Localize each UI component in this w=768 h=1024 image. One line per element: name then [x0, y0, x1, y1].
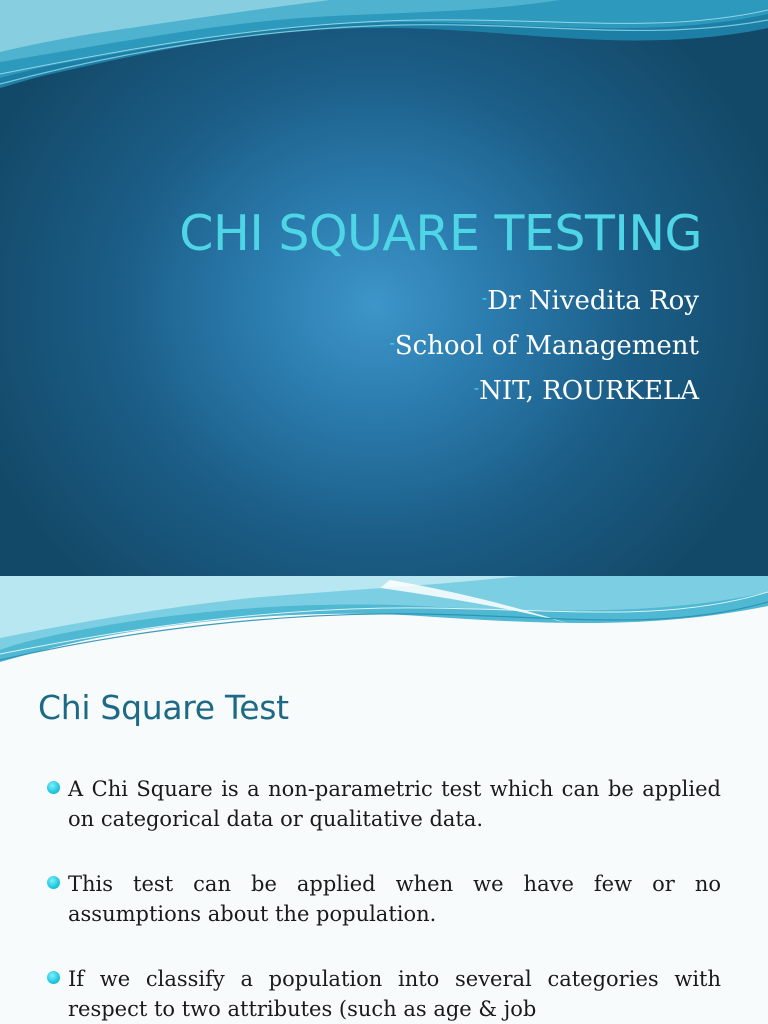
subtitle-author [389, 277, 699, 322]
content-slide [0, 576, 768, 1024]
bullet-text: If we classify a population into several categories with respect to two attributes (such as age & job [68, 967, 721, 1021]
subtitle-institute [389, 367, 699, 412]
subtitle-author-text: Dr Nivedita Roy [487, 286, 699, 316]
header-wave-decoration [0, 576, 768, 671]
bullet-dot-icon [47, 876, 60, 889]
subtitle-school-text: School of Management [394, 331, 699, 361]
subtitle-institute-text: NIT, ROURKELA [479, 376, 699, 406]
subtitle-block [389, 277, 699, 412]
subtitle-dash: - [389, 333, 395, 352]
subtitle-dash: - [473, 378, 480, 397]
list-item [45, 964, 721, 1024]
subtitle-dash: - [481, 288, 488, 307]
list-item [45, 774, 721, 834]
bullet-dot-icon [47, 781, 60, 794]
bullet-text: This test can be applied when we have few or no assumptions about the population. [68, 872, 721, 926]
bullet-dot-icon [47, 971, 60, 984]
slide-title: Chi Square Test [38, 688, 289, 727]
list-item [45, 869, 721, 929]
bullet-list [45, 774, 721, 1024]
bullet-text: A Chi Square is a non-parametric test which can be applied on categorical data or qualitative data. [68, 777, 721, 831]
header-wave-decoration [0, 0, 768, 110]
subtitle-school [389, 322, 699, 367]
slide-title: CHI SQUARE TESTING [179, 205, 702, 262]
